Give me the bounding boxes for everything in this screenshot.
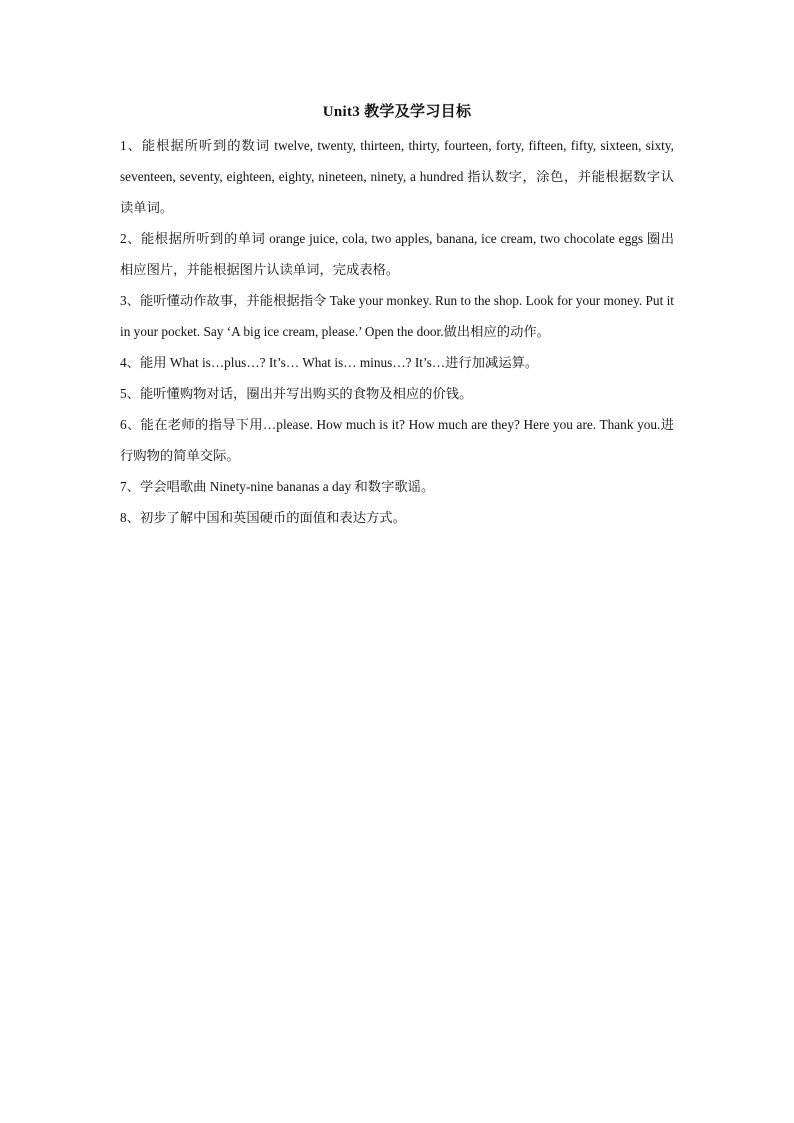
objective-item-6: 6、能在老师的指导下用…please. How much is it? How much are they? Here you are. Thank you.进行购物的简单交际。 xyxy=(120,417,674,463)
objective-item-3: 3、能听懂动作故事，并能根据指令 Take your monkey. Run to the shop. Look for your money. Put it in your pocket. Say ‘A big ice cream, please.’ Open the door.做出相应的动作。 xyxy=(120,293,674,339)
objective-item-8: 8、初步了解中国和英国硬币的面值和表达方式。 xyxy=(120,510,406,525)
page-title: Unit3 教学及学习目标 xyxy=(322,104,472,120)
objective-item-1: 1、能根据所听到的数词 twelve, twenty, thirteen, thirty, fourteen, forty, fifteen, fifty, sixteen, sixty, seventeen, seventy, eighteen, eighty, nineteen, ninety, a hundred 指认数字，涂色，并能根据数字认读单词。 xyxy=(120,138,674,215)
objectives-list xyxy=(120,130,674,533)
objective-item-2: 2、能根据所听到的单词 orange juice, cola, two apples, banana, ice cream, two chocolate eggs 圈出相应图片，并能根据图片认读单词，完成表格。 xyxy=(120,231,674,277)
objective-item-5: 5、能听懂购物对话，圈出并写出购买的食物及相应的价钱。 xyxy=(120,386,473,401)
objective-item-7: 7、学会唱歌曲 Ninety-nine bananas a day 和数字歌谣。 xyxy=(120,479,435,494)
objective-item-4: 4、能用 What is…plus…? It’s… What is… minus…? It’s…进行加减运算。 xyxy=(120,355,539,370)
